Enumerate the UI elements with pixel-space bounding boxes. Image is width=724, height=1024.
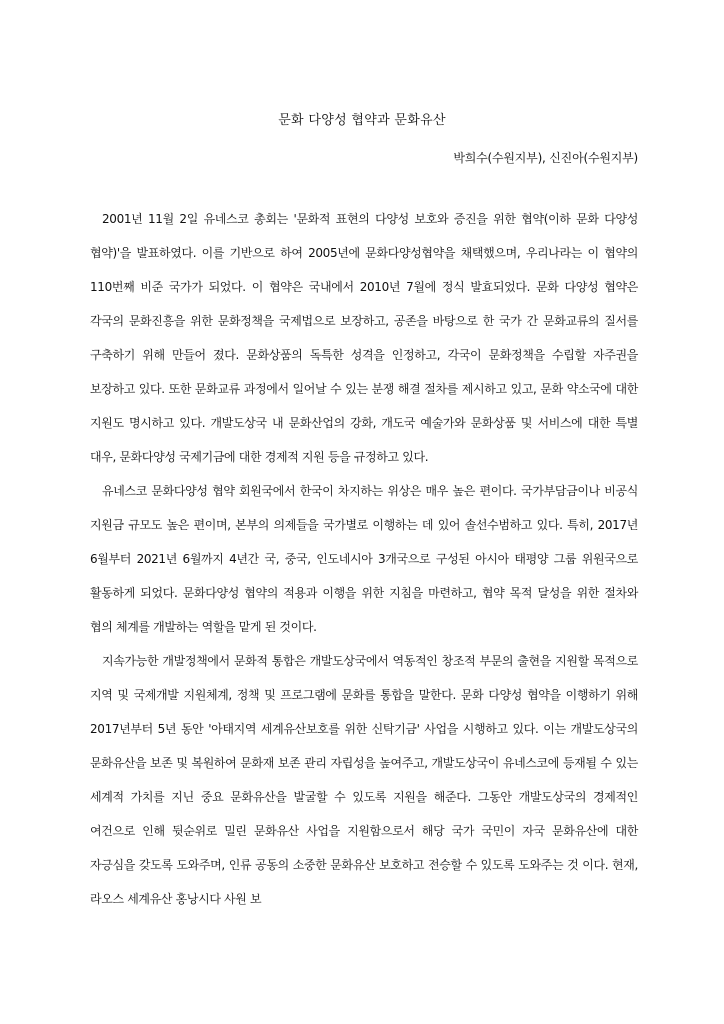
paragraph-3: 지속가능한 개발정책에서 문화적 통합은 개발도상국에서 역동적인 창조적 부문의 출현을 지원할 목적으로 지역 및 국제개발 지원체계, 정책 및 프로그램에 문화를 통합을 말한다. 문화 다양성 협약을 이행하기 위해 2017년부터 5년 동안 '아태지역 세계유산보호를 위한 신탁기금' 사업을 시행하고 있다. 이는 개발도상국의 문화유산을 보존 및 복원하여 문화재 보존 관리 자립성을 높여주고, 개발도상국이 유네스코에 등재될 수 있는 세계적 가치를 지닌 중요 문화유산을 발굴할 수 있도록 지원을 해준다. 그동안 개발도상국의 경제적인 여건으로 인해 뒷순위로 밀린 문화유산 사업을 지원함으로서 해당 국가 국민이 자국 문화유산에 대한 자긍심을 갖도록 도와주며, 인류 공동의 소중한 문화유산 보호하고 전승할 수 있도록 도와주는 것 이다. 현재, 라오스 세계유산 홍낭시다 사원 보 — [90, 654, 638, 906]
document-title: 문화 다양성 협약과 문화유산 — [278, 113, 446, 128]
document-author: 박희수(수원지부), 신진아(수원지부) — [453, 151, 638, 165]
paragraph-1: 2001년 11월 2일 유네스코 총회는 '문화적 표현의 다양성 보호와 증진을 위한 협약(이하 문화 다양성 협약)'을 발표하였다. 이를 기반으로 하여 2005년에 문화다양성협약을 채택했으며, 우리나라는 이 협약의 110번째 비준 국가가 되었다. 이 협약은 국내에서 2010년 7월에 정식 발효되었다. 문화 다양성 협약은 각국의 문화진흥을 위한 문화정책을 국제법으로 보장하고, 공존을 바탕으로 한 국가 간 문화교류의 질서를 구축하기 위해 만들어 졌다. 문화상품의 독특한 성격을 인정하고, 각국이 문화정책을 수립할 자주권을 보장하고 있다. 또한 문화교류 과정에서 일어날 수 있는 분쟁 해결 절차를 제시하고 있고, 문화 약소국에 대한 지원도 명시하고 있다. 개발도상국 내 문화산업의 강화, 개도국 예술가와 문화상품 및 서비스에 대한 특별 대우, 문화다양성 국제기금에 대한 경제적 지원 등을 규정하고 있다. — [90, 212, 638, 464]
document-body — [90, 202, 638, 916]
paragraph-2: 유네스코 문화다양성 협약 회원국에서 한국이 차지하는 위상은 매우 높은 편이다. 국가부담금이나 비공식 지원금 규모도 높은 편이며, 본부의 의제들을 국가별로 이행하는 데 있어 솔선수범하고 있다. 특히, 2017년 6월부터 2021년 6월까지 4년간 국, 중국, 인도네시아 3개국으로 구성된 아시아 태평양 그룹 위원국으로 활동하게 되었다. 문화다양성 협약의 적용과 이행을 위한 지침을 마련하고, 협약 목적 달성을 위한 절차와 협의 체계를 개발하는 역할을 맡게 된 것이다. — [90, 484, 638, 634]
